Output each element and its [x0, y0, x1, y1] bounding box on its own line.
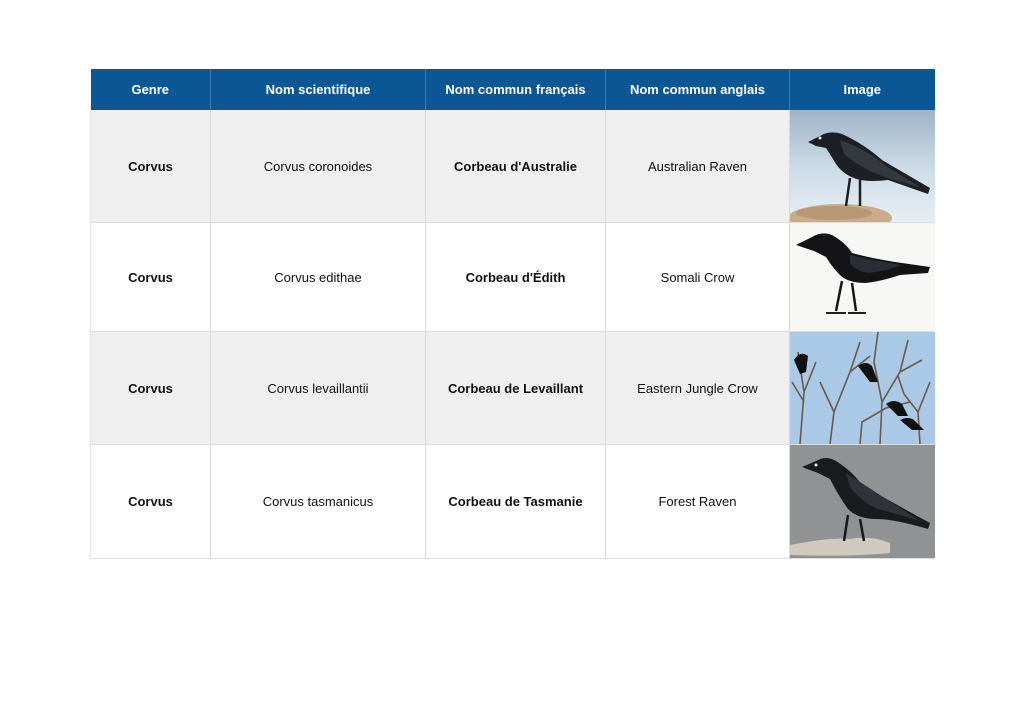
cell-genre: Corvus	[91, 110, 211, 223]
cell-french-name: Corbeau de Tasmanie	[426, 445, 606, 559]
cell-image	[790, 110, 935, 223]
australian-raven-photo	[790, 110, 935, 222]
eastern-jungle-crow-photo	[790, 332, 935, 444]
cell-french-name: Corbeau de Levaillant	[426, 332, 606, 445]
cell-scientific-name: Corvus levaillantii	[211, 332, 426, 445]
cell-genre: Corvus	[91, 223, 211, 332]
cell-image	[790, 223, 935, 332]
cell-english-name: Forest Raven	[606, 445, 790, 559]
cell-scientific-name: Corvus coronoides	[211, 110, 426, 223]
header-image: Image	[790, 69, 935, 110]
cell-english-name: Eastern Jungle Crow	[606, 332, 790, 445]
species-table-container	[90, 69, 934, 559]
header-row	[91, 69, 935, 110]
species-table	[90, 69, 935, 559]
cell-genre: Corvus	[91, 332, 211, 445]
cell-genre: Corvus	[91, 445, 211, 559]
forest-raven-photo	[790, 445, 935, 558]
table-row	[91, 445, 935, 559]
header-french-name: Nom commun français	[426, 69, 606, 110]
table-row	[91, 223, 935, 332]
somali-crow-photo	[790, 223, 935, 331]
cell-french-name: Corbeau d'Édith	[426, 223, 606, 332]
header-english-name: Nom commun anglais	[606, 69, 790, 110]
cell-image	[790, 445, 935, 559]
cell-english-name: Somali Crow	[606, 223, 790, 332]
cell-image	[790, 332, 935, 445]
header-genre: Genre	[91, 69, 211, 110]
header-scientific-name: Nom scientifique	[211, 69, 426, 110]
cell-english-name: Australian Raven	[606, 110, 790, 223]
cell-scientific-name: Corvus tasmanicus	[211, 445, 426, 559]
cell-french-name: Corbeau d'Australie	[426, 110, 606, 223]
cell-scientific-name: Corvus edithae	[211, 223, 426, 332]
table-body	[91, 110, 935, 559]
table-header	[91, 69, 935, 110]
table-row	[91, 110, 935, 223]
table-row	[91, 332, 935, 445]
